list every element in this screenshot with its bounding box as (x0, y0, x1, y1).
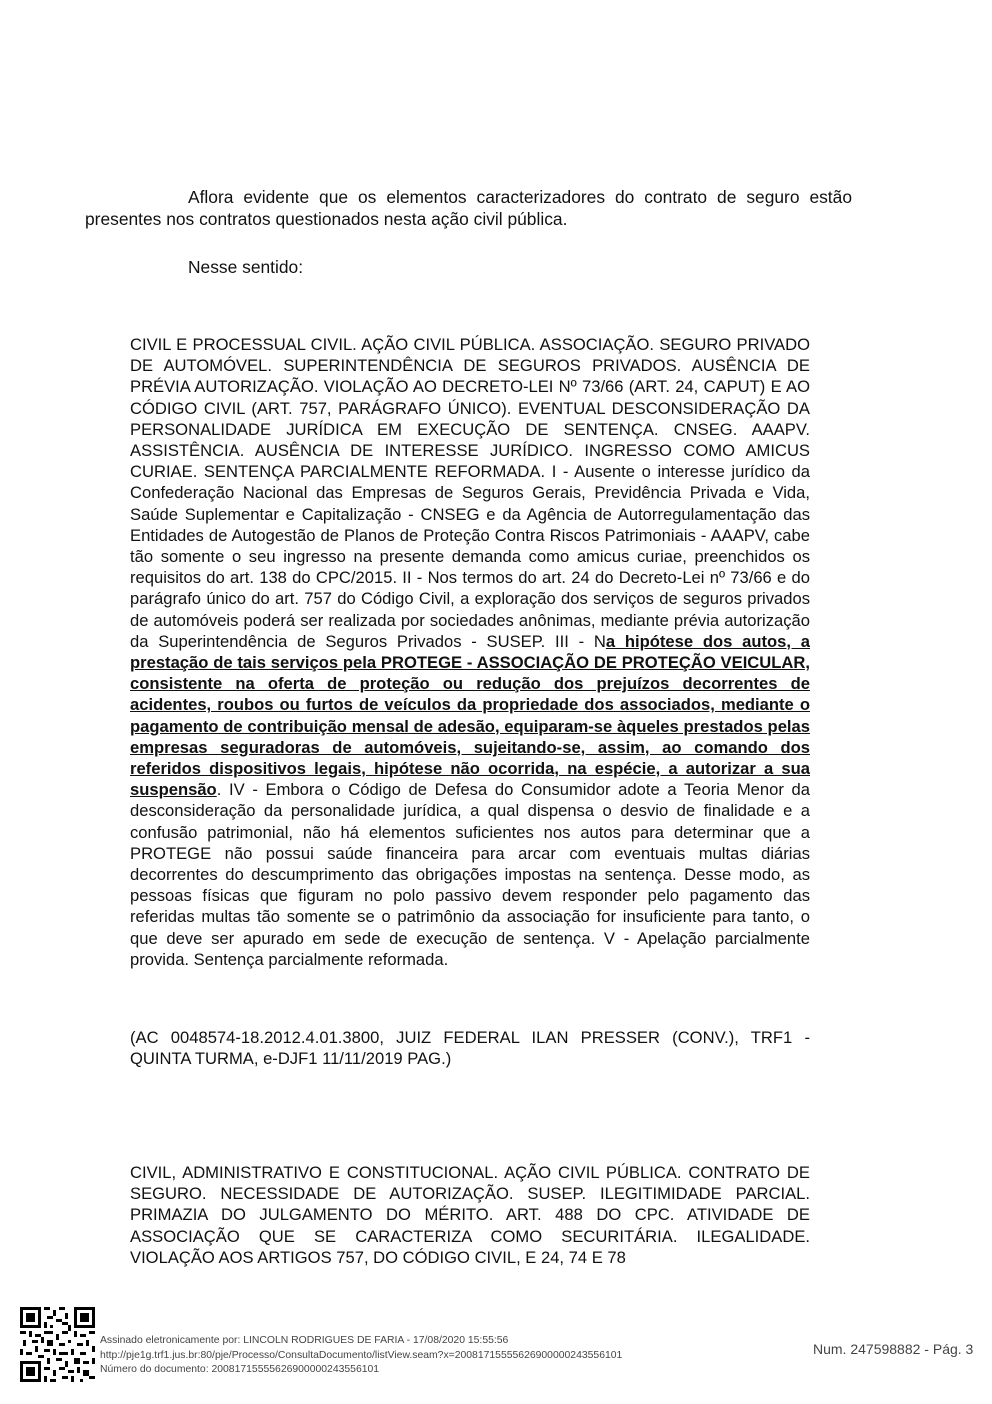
citation-1: (AC 0048574-18.2012.4.01.3800, JUIZ FEDERAL ILAN PRESSER (CONV.), TRF1 - QUINTA TURMA, e-DJF1 11/11/2019 PAG.) (130, 1028, 810, 1069)
qr-code-icon (20, 1307, 95, 1382)
document-url-line[interactable]: http://pje1g.trf1.jus.br:80/pje/Processo/ConsultaDocumento/listView.seam?x=20081715555626900000243556101 (100, 1349, 623, 1361)
signed-by-line: Assinado eletronicamente por: LINCOLN RODRIGUES DE FARIA - 17/08/2020 15:55:56 (100, 1335, 509, 1346)
intro-transition: Nesse sentido: (188, 257, 304, 277)
page-number: Num. 247598882 - Pág. 3 (813, 1341, 974, 1357)
ementa-quote-2: CIVIL, ADMINISTRATIVO E CONSTITUCIONAL. AÇÃO CIVIL PÚBLICA. CONTRATO DE SEGURO. NECESSIDADE DE AUTORIZAÇÃO. SUSEP. ILEGITIMIDADE PARCIAL. PRIMAZIA DO JULGAMENTO DO MÉRITO. ART. 488 DO CPC. ATIVIDADE DE ASSOCIAÇÃO QUE SE CARACTERIZA COMO SECURITÁRIA. ILEGALIDADE. VIOLAÇÃO AOS ARTIGOS 757, DO CÓDIGO CIVIL, E 24, 74 E 78 (130, 1163, 810, 1267)
signature-info (100, 1334, 622, 1378)
document-number-line: Número do documento: 20081715555626900000243556101 (100, 1364, 380, 1375)
ementa-1-text-before: CIVIL E PROCESSUAL CIVIL. AÇÃO CIVIL PÚBLICA. ASSOCIAÇÃO. SEGURO PRIVADO DE AUTOMÓVEL. SUPERINTENDÊNCIA DE SEGUROS PRIVADOS. AUSÊNCIA DE PRÉVIA AUTORIZAÇÃO. VIOLAÇÃO AO DECRETO-LEI Nº 73/66 (ART. 24, CAPUT) E AO CÓDIGO CIVIL (ART. 757, PARÁGRAFO ÚNICO). EVENTUAL DESCONSIDERAÇÃO DA PERSONALIDADE JURÍDICA EM EXECUÇÃO DE SENTENÇA. CNSEG. AAAPV. ASSISTÊNCIA. AUSÊNCIA DE INTERESSE JURÍDICO. INGRESSO COMO AMICUS CURIAE. SENTENÇA PARCIALMENTE REFORMADA. I - Ausente o interesse jurídico da Confederação Nacional das Empresas de Seguros Gerais, Previdência Privada e Vida, Saúde Suplementar e Capitalização - CNSEG e da Agência de Autorregulamentação das Entidades de Autogestão de Planos de Proteção Contra Riscos Patrimoniais - AAAPV, cabe tão somente o seu ingresso na presente demanda como amicus curiae, preenchidos os requisitos do art. 138 do CPC/2015. II - Nos termos do art. 24 do Decreto-Lei nº 73/66 e do parágrafo único do art. 757 do Código Civil, a exploração dos serviços de seguros privados de automóveis poderá ser realizada por sociedades anônimas, mediante prévia autorização da Superintendência de Seguros Privados - SUSEP. III - N (130, 335, 810, 651)
ementa-1-text-after: . IV - Embora o Código de Defesa do Consumidor adote a Teoria Menor da desconsideração da personalidade jurídica, a qual dispensa o desvio de finalidade e a confusão patrimonial, não há elementos suficientes nos autos para determinar que a PROTEGE não possui saúde financeira para arcar com eventuais multas diárias decorrentes do descumprimento das obrigações impostas na sentença. Desse modo, as pessoas físicas que figuram no polo passivo devem responder pelo pagamento das referidas multas tão somente se o patrimônio da associação for insuficiente para tanto, o que deve ser apurado em sede de execução de sentença. V - Apelação parcialmente provida. Sentença parcialmente reformada. (130, 780, 810, 969)
intro-paragraph-text: Aflora evidente que os elementos caracterizadores do contrato de seguro estão presentes nos contratos questionados nesta ação civil pública. (85, 187, 852, 229)
ementa-quote-1 (130, 334, 810, 970)
page-footer (0, 1304, 992, 1404)
intro-paragraph (85, 186, 852, 230)
ementa-1-highlight: a hipótese dos autos, a prestação de tais serviços pela PROTEGE - ASSOCIAÇÃO DE PROTEÇÃO VEICULAR, consistente na oferta de proteção ou redução dos prejuízos decorrentes de acidentes, roubos ou furtos de veículos da propriedade dos associados, mediante o pagamento de contribuição mensal de adesão, equiparam-se àqueles prestados pelas empresas seguradoras de automóveis, sujeitando-se, assim, ao comando dos referidos dispositivos legais, hipótese não ocorrida, na espécie, a autorizar a sua suspensão (130, 631, 810, 800)
